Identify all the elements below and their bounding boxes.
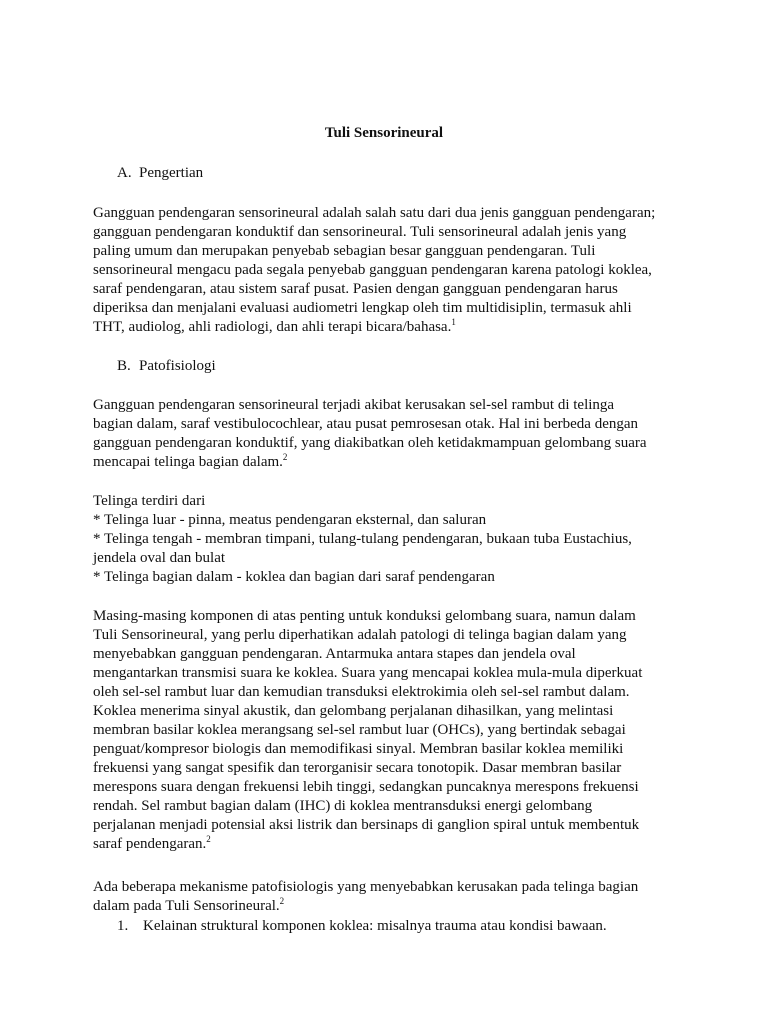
text-line-content: dalam pada Tuli Sensorineural. [93, 898, 280, 914]
section-label: Pengertian [139, 165, 204, 181]
footnote-ref: 2 [279, 896, 285, 906]
section-heading-pengertian [117, 164, 203, 183]
list-item-text: Kelainan struktural komponen koklea: misalnya trauma atau kondisi bawaan. [143, 918, 607, 934]
text-line-content: THT, audiolog, ahli radiologi, dan ahli terapi bicara/bahasa. [93, 319, 452, 335]
text-line: paling umum dan merupakan penyebab sebagian besar gangguan pendengaran. Tuli [93, 243, 596, 259]
section-heading-patofisiologi [117, 357, 216, 376]
text-line: gangguan pendengaran konduktif, yang diakibatkan oleh ketidakmampuan gelombang suara [93, 435, 647, 451]
footnote-ref: 2 [282, 452, 288, 462]
text-line-content: saraf pendengaran. [93, 836, 207, 852]
list-line: * Telinga bagian dalam - koklea dan bagian dari saraf pendengaran [93, 569, 495, 585]
text-line: Telinga terdiri dari [93, 493, 206, 509]
paragraph-patofisiologi [93, 396, 693, 472]
text-line: bagian dalam, saraf vestibulocochlear, atau pusat pemrosesan otak. Hal ini berbeda dengan [93, 416, 639, 432]
paragraph-mechanisms-intro [93, 878, 693, 916]
section-marker: A. [117, 165, 132, 181]
section-label: Patofisiologi [139, 358, 216, 374]
text-line [93, 897, 693, 916]
text-line: Tuli Sensorineural, yang perlu diperhatikan adalah patologi di telinga bagian dalam yang [93, 627, 627, 643]
text-line: frekuensi yang sangat spesifik dan terorganisir secara tonotopik. Dasar membran basilar [93, 760, 622, 776]
text-line: mengantarkan transmisi suara ke koklea. Suara yang mencapai koklea mula-mula diperkuat [93, 665, 643, 681]
text-line: perjalanan menjadi potensial aksi listrik dan bersinaps di ganglion spiral untuk membentuk [93, 817, 640, 833]
paragraph-ear-anatomy [93, 492, 693, 587]
list-line: jendela oval dan bulat [93, 550, 226, 566]
numbered-list-item [117, 917, 607, 936]
section-marker: B. [117, 358, 131, 374]
text-line: oleh sel-sel rambut luar dan kemudian transduksi elektrokimia oleh sel-sel rambut dalam. [93, 684, 630, 700]
list-line: * Telinga luar - pinna, meatus pendengaran eksternal, dan saluran [93, 512, 487, 528]
text-line: membran basilar koklea merangsang sel-sel rambut luar (OHCs), yang bertindak sebagai [93, 722, 626, 738]
text-line [93, 453, 693, 472]
text-line: Gangguan pendengaran sensorineural terjadi akibat kerusakan sel-sel rambut di telinga [93, 397, 615, 413]
text-line: saraf pendengaran, atau sistem saraf pusat. Pasien dengan gangguan pendengaran harus [93, 281, 618, 297]
text-line: sensorineural mengacu pada segala penyebab gangguan pendengaran karena patologi koklea, [93, 262, 652, 278]
text-line: Ada beberapa mekanisme patofisiologis yang menyebabkan kerusakan pada telinga bagian [93, 879, 639, 895]
text-line: rendah. Sel rambut bagian dalam (IHC) di koklea mentransduksi energi gelombang [93, 798, 593, 814]
text-line: Koklea menerima sinyal akustik, dan gelombang perjalanan dihasilkan, yang melintasi [93, 703, 614, 719]
footnote-ref: 2 [206, 834, 211, 844]
text-line: merespons suara dengan frekuensi lebih tinggi, sedangkan puncaknya merespons frekuensi [93, 779, 639, 795]
footnote-ref: 1 [451, 317, 456, 327]
text-line: Masing-masing komponen di atas penting untuk konduksi gelombang suara, namun dalam [93, 608, 636, 624]
text-line [93, 835, 693, 854]
paragraph-mechanism [93, 607, 693, 854]
text-line: penguat/kompresor biologis dan memodifikasi sinyal. Membran basilar koklea memiliki [93, 741, 624, 757]
text-line: diperiksa dan menjalani evaluasi audiometri lengkap oleh tim multidisiplin, termasuk ahli [93, 300, 632, 316]
text-line: Gangguan pendengaran sensorineural adalah salah satu dari dua jenis gangguan pendengaran; [93, 205, 656, 221]
text-line: gangguan pendengaran konduktif dan sensorineural. Tuli sensorineural adalah jenis yang [93, 224, 627, 240]
paragraph-pengertian [93, 204, 693, 337]
document-title: Tuli Sensorineural [324, 125, 444, 141]
text-line [93, 318, 693, 337]
text-line: menyebabkan gangguan pendengaran. Antarmuka antara stapes dan jendela oval [93, 646, 576, 662]
list-line: * Telinga tengah - membran timpani, tulang-tulang pendengaran, bukaan tuba Eustachius, [93, 531, 632, 547]
list-number: 1. [117, 918, 129, 934]
text-line-content: mencapai telinga bagian dalam. [93, 454, 283, 470]
